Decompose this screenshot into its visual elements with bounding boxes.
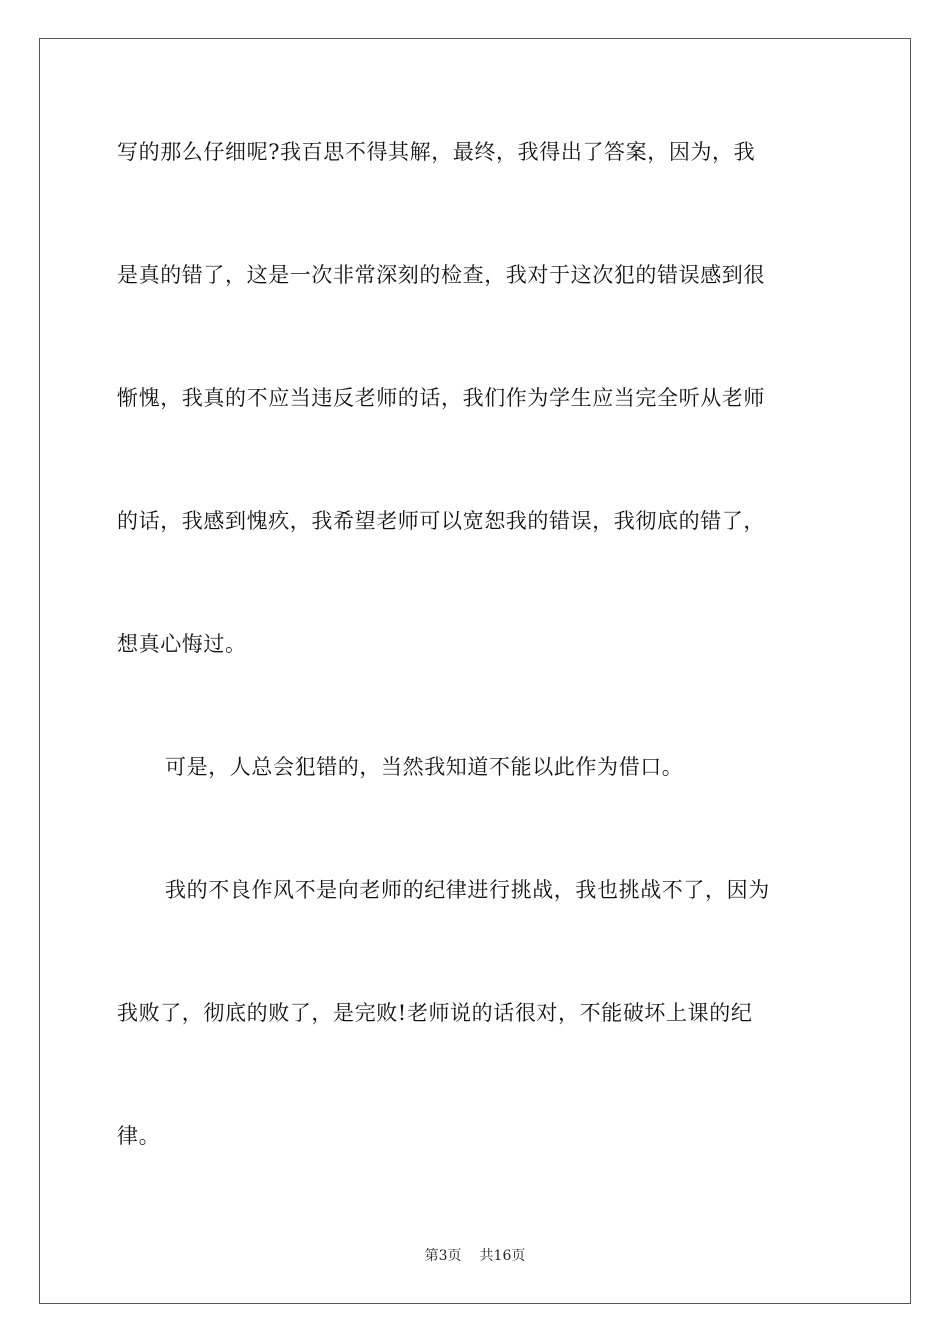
page-number: 第3页 [424, 1248, 462, 1264]
text-line: 是真的错了，这是一次非常深刻的检查，我对于这次犯的错误感到很 [117, 263, 765, 287]
text-line: 我的不良作风不是向老师的纪律进行挑战，我也挑战不了，因为 [165, 878, 770, 902]
text-line: 的话，我感到愧疚，我希望老师可以宽恕我的错误，我彻底的错了， [117, 509, 765, 533]
page-total: 共16页 [479, 1248, 526, 1264]
page-footer [0, 1246, 950, 1266]
text-line: 惭愧，我真的不应当违反老师的话，我们作为学生应当完全听从老师 [117, 386, 765, 410]
text-line: 可是，人总会犯错的，当然我知道不能以此作为借口。 [165, 755, 684, 779]
text-line: 律。 [117, 1124, 161, 1148]
text-line: 想真心悔过。 [117, 632, 247, 656]
text-line: 写的那么仔细呢?我百思不得其解，最终，我得出了答案，因为，我 [117, 140, 756, 164]
page-frame [39, 38, 911, 1304]
text-line: 我败了，彻底的败了，是完败!老师说的话很对，不能破坏上课的纪 [117, 1001, 753, 1025]
